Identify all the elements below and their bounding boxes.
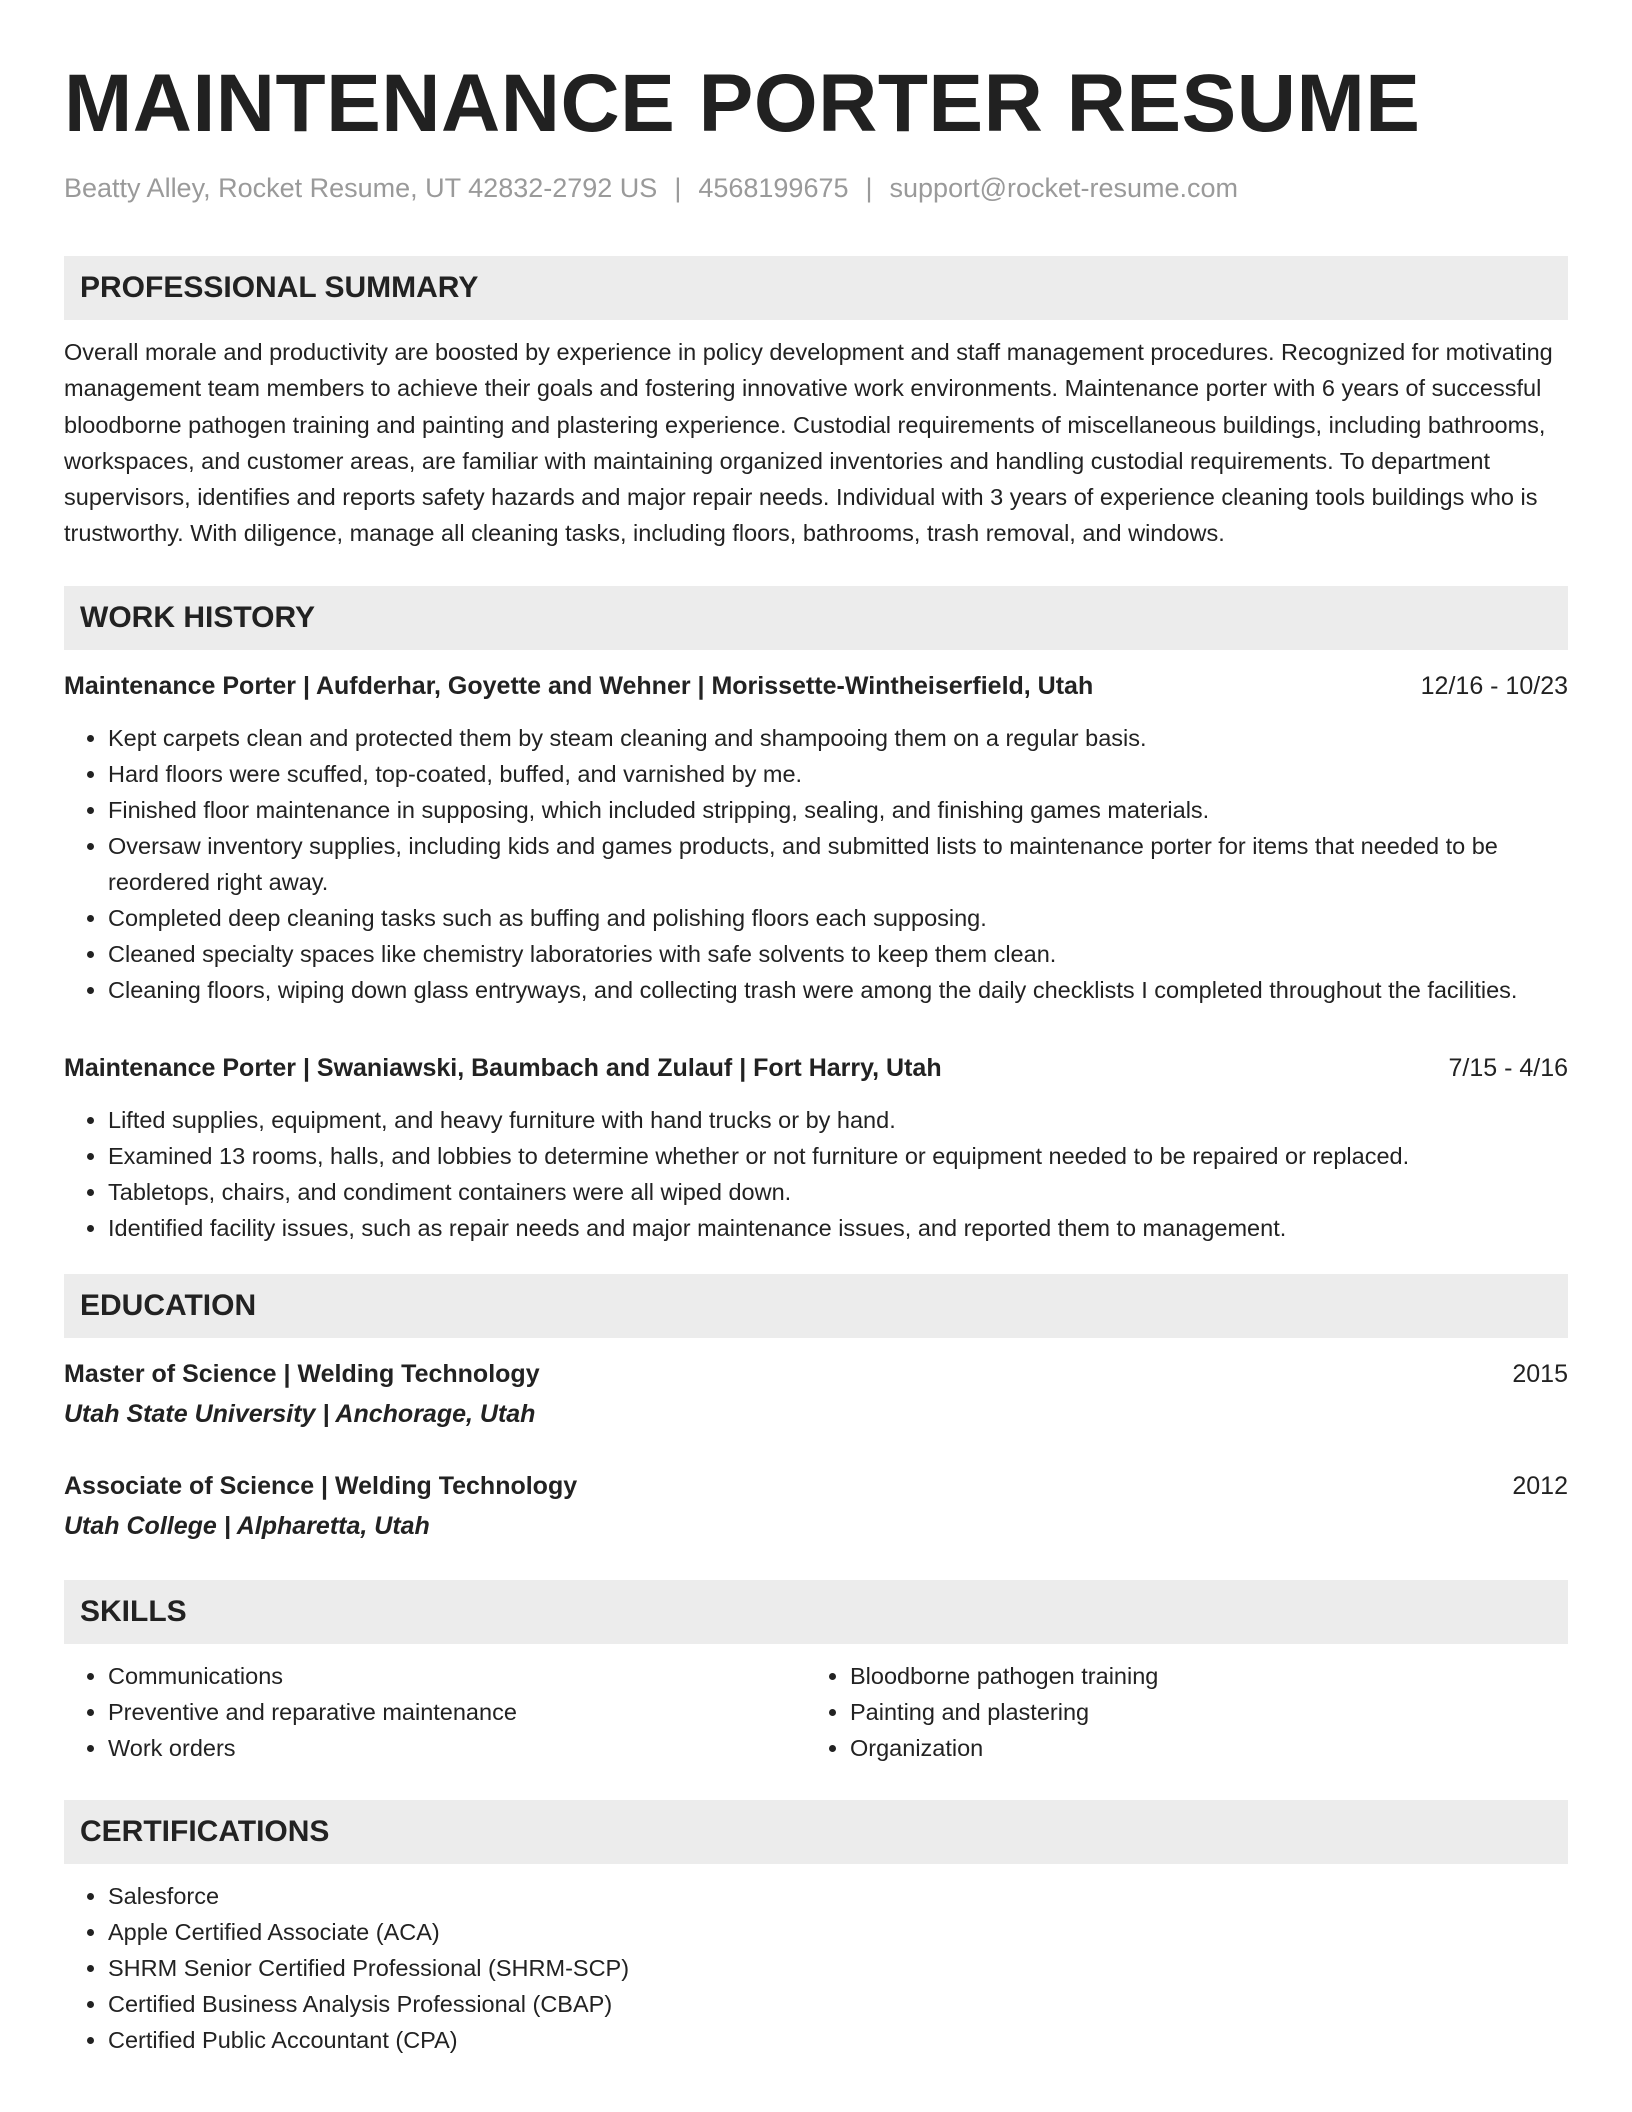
skills-heading: SKILLS: [64, 1580, 1568, 1644]
certification-item: • Salesforce: [108, 1878, 1568, 1914]
job-bullet: • Cleaning floors, wiping down glass entryways, and collecting trash were among the daily checklists I completed throughout the facilities.: [108, 972, 1568, 1008]
skill-item: • Work orders: [108, 1730, 806, 1766]
education-entry: [64, 1468, 1568, 1544]
skill-item: • Preventive and reparative maintenance: [108, 1694, 806, 1730]
job-bullet: • Completed deep cleaning tasks such as buffing and polishing floors each supposing.: [108, 900, 1568, 936]
skill-item: • Communications: [108, 1658, 806, 1694]
contact-phone: 4568199675: [698, 173, 849, 203]
job-bullets: [64, 1102, 1568, 1246]
education-entry: [64, 1356, 1568, 1432]
job-title: Maintenance Porter | Swaniawski, Baumbach and Zulauf | Fort Harry, Utah: [64, 1053, 942, 1082]
skills-column-left: [64, 1658, 806, 1766]
summary-text: Overall morale and productivity are boosted by experience in policy development and staff management procedures. Recognized for motivating management team members to achieve their goals and fostering innovative work environments. Maintenance porter with 6 years of successful bloodborne pathogen training and painting and plastering experience. Custodial requirements of miscellaneous buildings, including bathrooms, workspaces, and customer areas, are familiar with maintaining organized inventories and handling custodial requirements. To department supervisors, identifies and reports safety hazards and major repair needs. Individual with 3 years of experience cleaning tools buildings who is trustworthy. With diligence, manage all cleaning tasks, including floors, bathrooms, trash removal, and windows.: [64, 339, 1553, 547]
certifications-heading: CERTIFICATIONS: [64, 1800, 1568, 1864]
job-bullet: • Cleaned specialty spaces like chemistry laboratories with safe solvents to keep them clean.: [108, 936, 1568, 972]
job-bullet: • Tabletops, chairs, and condiment containers were all wiped down.: [108, 1174, 1568, 1210]
contact-address: Beatty Alley, Rocket Resume, UT 42832-2792 US: [64, 173, 658, 203]
education-header: [64, 1468, 1568, 1504]
summary-heading: PROFESSIONAL SUMMARY: [64, 256, 1568, 320]
job-dates: 7/15 - 4/16: [1448, 1053, 1568, 1082]
contact-separator: |: [865, 173, 873, 203]
resume-title: MAINTENANCE PORTER RESUME: [64, 58, 1421, 149]
job-header: [64, 668, 1568, 704]
job-dates: 12/16 - 10/23: [1420, 671, 1568, 700]
contact-line: [64, 170, 1568, 206]
skills-list: [64, 1658, 1568, 1766]
education-year: 2012: [1512, 1471, 1568, 1500]
job-entry: [64, 668, 1568, 1008]
job-bullet: • Finished floor maintenance in supposing, which included stripping, sealing, and finishing games materials.: [108, 792, 1568, 828]
education-school: Utah College | Alpharetta, Utah: [64, 1511, 430, 1540]
work-history-heading: WORK HISTORY: [64, 586, 1568, 650]
certification-item: • Apple Certified Associate (ACA): [108, 1914, 1568, 1950]
contact-separator: |: [674, 173, 682, 203]
job-bullet: • Hard floors were scuffed, top-coated, buffed, and varnished by me.: [108, 756, 1568, 792]
education-school: Utah State University | Anchorage, Utah: [64, 1399, 536, 1428]
certifications-list: [64, 1878, 1568, 2058]
job-bullet: • Lifted supplies, equipment, and heavy furniture with hand trucks or by hand.: [108, 1102, 1568, 1138]
job-bullet: • Kept carpets clean and protected them by steam cleaning and shampooing them on a regular basis.: [108, 720, 1568, 756]
job-bullet: • Identified facility issues, such as repair needs and major maintenance issues, and reported them to management.: [108, 1210, 1568, 1246]
skill-item: • Organization: [850, 1730, 1548, 1766]
skill-item: • Bloodborne pathogen training: [850, 1658, 1548, 1694]
job-entry: [64, 1050, 1568, 1246]
job-header: [64, 1050, 1568, 1086]
education-degree: Master of Science | Welding Technology: [64, 1359, 540, 1388]
education-heading: EDUCATION: [64, 1274, 1568, 1338]
contact-email: support@rocket-resume.com: [889, 173, 1239, 203]
certification-item: • SHRM Senior Certified Professional (SHRM-SCP): [108, 1950, 1568, 1986]
job-bullets: [64, 720, 1568, 1008]
job-bullet: • Examined 13 rooms, halls, and lobbies to determine whether or not furniture or equipment needed to be repaired or replaced.: [108, 1138, 1568, 1174]
skill-item: • Painting and plastering: [850, 1694, 1548, 1730]
education-header: [64, 1356, 1568, 1392]
job-bullet: • Oversaw inventory supplies, including kids and games products, and submitted lists to maintenance porter for items that needed to be reordered right away.: [108, 828, 1568, 900]
certification-item: • Certified Business Analysis Professional (CBAP): [108, 1986, 1568, 2022]
education-year: 2015: [1512, 1359, 1568, 1388]
education-degree: Associate of Science | Welding Technology: [64, 1471, 578, 1500]
job-title: Maintenance Porter | Aufderhar, Goyette and Wehner | Morissette-Wintheiserfield, Utah: [64, 671, 1094, 700]
certification-item: • Certified Public Accountant (CPA): [108, 2022, 1568, 2058]
skills-column-right: [806, 1658, 1548, 1766]
